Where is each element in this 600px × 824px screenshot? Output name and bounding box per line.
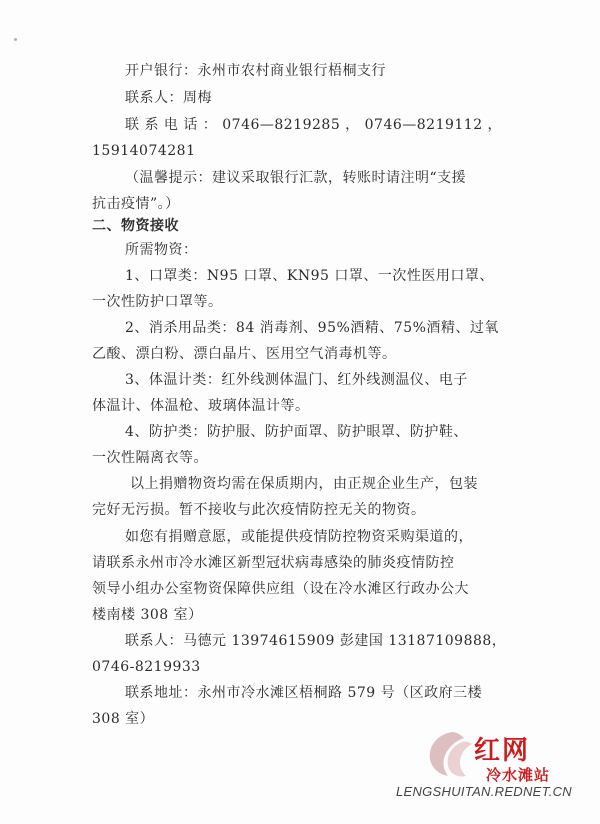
address-line-continued: 308 室） bbox=[92, 711, 155, 727]
masks-line-continued: 一次性防护口罩等。 bbox=[92, 294, 223, 310]
tip-line-continued: 抗击疫情”。） bbox=[92, 196, 180, 212]
protective-line: 4、防护类：防护服、防护面罩、防护眼罩、防护鞋、 bbox=[125, 424, 468, 440]
donation-intent-line-2: 请联系永州市冷水滩区新型冠状病毒感染的肺炎疫情防控 bbox=[92, 555, 455, 571]
contact-person-line: 联系人：周梅 bbox=[125, 90, 212, 106]
watermark-url: LENGSHUITAN.REDNET.CN bbox=[395, 784, 572, 799]
rednet-logo-icon bbox=[422, 728, 480, 780]
thermometer-line-continued: 体温计、体温枪、玻璃体温计等。 bbox=[92, 398, 310, 414]
donation-intent-line: 如您有捐赠意愿，或能提供疫情防控物资采购渠道的， bbox=[125, 529, 473, 545]
watermark-station: 冷水滩站 bbox=[486, 766, 551, 784]
scan-speck bbox=[14, 38, 17, 41]
masks-line: 1、口罩类：N95 口罩、KN95 口罩、一次性医用口罩、 bbox=[125, 268, 494, 284]
disinfectant-line-continued: 乙酸、漂白粉、漂白晶片、医用空气消毒机等。 bbox=[92, 346, 397, 362]
watermark-brand: 红网 bbox=[474, 736, 531, 766]
needed-items-label: 所需物资： bbox=[125, 242, 198, 258]
requirement-line-continued: 完好无污损。暂不接收与此次疫情防控无关的物资。 bbox=[92, 502, 426, 518]
phone-line: 联 系 电 话 ： 0746—8219285 ， 0746—8219112 ， bbox=[125, 117, 503, 133]
donation-intent-line-4: 楼南楼 308 室） bbox=[92, 607, 203, 623]
requirement-line: 以上捐赠物资均需在保质期内，由正规企业生产，包装 bbox=[130, 476, 478, 492]
protective-line-continued: 一次性隔离衣等。 bbox=[92, 450, 208, 466]
address-line: 联系地址：永州市冷水滩区梧桐路 579 号（区政府三楼 bbox=[125, 685, 483, 701]
phone-line-continued: 15914074281 bbox=[92, 143, 196, 159]
bank-line: 开户银行：永州市农村商业银行梧桐支行 bbox=[125, 63, 386, 79]
disinfectant-line: 2、消杀用品类：84 消毒剂、95%酒精、75%酒精、过氧 bbox=[125, 320, 499, 336]
donation-intent-line-3: 领导小组办公室物资保障供应组（设在冷水滩区行政办公大 bbox=[92, 581, 469, 597]
tip-line: （温馨提示：建议采取银行汇款，转账时请注明“支援 bbox=[125, 170, 467, 186]
contacts-line: 联系人：马德元 13974615909 彭建国 13187109888， bbox=[125, 633, 507, 649]
contacts-line-continued: 0746-8219933 bbox=[92, 659, 201, 675]
thermometer-line: 3、体温计类：红外线测体温门、红外线测温仪、电子 bbox=[125, 372, 468, 388]
section-heading: 二、物资接收 bbox=[92, 218, 179, 234]
